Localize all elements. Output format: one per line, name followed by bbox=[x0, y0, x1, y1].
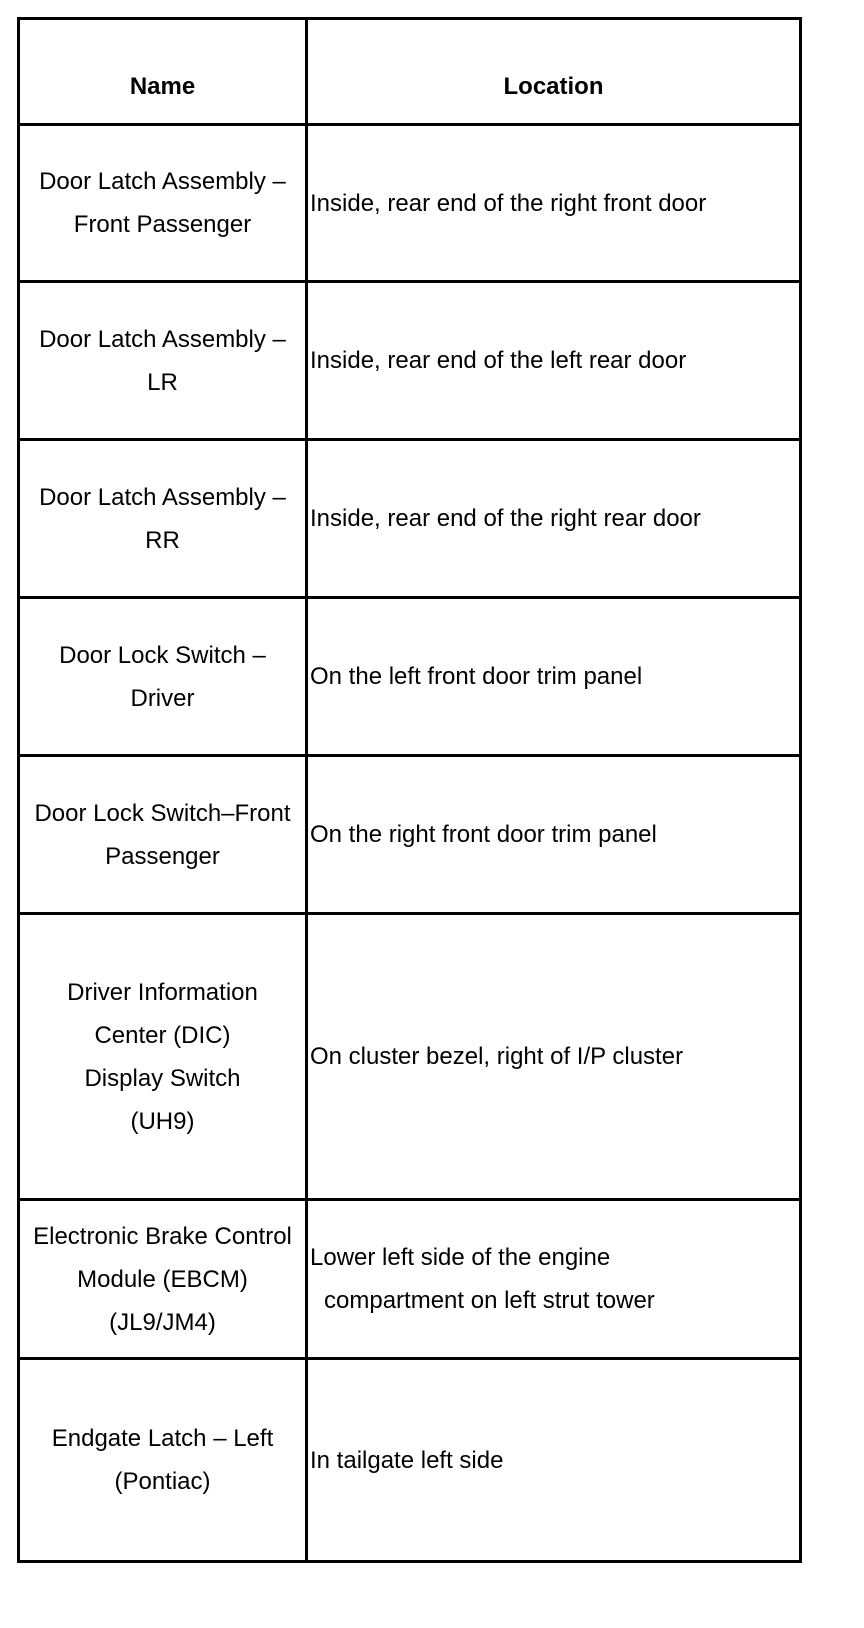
table-row bbox=[20, 283, 799, 441]
name-line: Electronic Brake Control bbox=[33, 1222, 292, 1250]
name-line: Endgate Latch – Left bbox=[51, 1425, 274, 1452]
location-line: On the right front door trim panel bbox=[310, 821, 657, 848]
header-location-label: Location bbox=[503, 73, 604, 100]
location-line: On cluster bezel, right of I/P cluster bbox=[310, 1043, 684, 1070]
header-location bbox=[308, 20, 799, 123]
name-line: Passenger bbox=[105, 842, 220, 870]
table-row bbox=[20, 126, 799, 283]
name-line: Driver Information bbox=[67, 978, 258, 1006]
table-row bbox=[20, 599, 799, 757]
name-cell bbox=[20, 915, 308, 1198]
location-cell bbox=[308, 915, 799, 1198]
name-line: Door Lock Switch–Front bbox=[34, 799, 291, 827]
location-cell bbox=[308, 126, 799, 280]
table-row bbox=[20, 1201, 799, 1360]
location-cell bbox=[308, 1201, 799, 1357]
table-row bbox=[20, 1360, 799, 1563]
name-line: (Pontiac) bbox=[114, 1468, 211, 1495]
table-header-row bbox=[20, 20, 799, 126]
name-line: Door Latch Assembly – bbox=[39, 168, 286, 195]
name-cell bbox=[20, 1201, 308, 1357]
location-cell bbox=[308, 599, 799, 754]
header-name bbox=[20, 20, 308, 123]
name-line: Door Latch Assembly – bbox=[39, 325, 286, 353]
table-row bbox=[20, 915, 799, 1201]
location-line: In tailgate left side bbox=[310, 1446, 504, 1474]
name-line: (UH9) bbox=[130, 1107, 195, 1135]
component-location-table bbox=[17, 17, 802, 1563]
name-line: Display Switch bbox=[84, 1064, 241, 1092]
location-line: Inside, rear end of the right front door bbox=[310, 189, 707, 217]
table-row bbox=[20, 757, 799, 915]
name-line: Front Passenger bbox=[73, 211, 252, 238]
location-line: On the left front door trim panel bbox=[310, 663, 643, 690]
name-line: LR bbox=[147, 368, 178, 396]
location-cell bbox=[308, 757, 799, 912]
location-cell bbox=[308, 1360, 799, 1560]
name-line: Center (DIC) bbox=[94, 1021, 231, 1049]
location-line: Inside, rear end of the left rear door bbox=[310, 347, 687, 374]
name-cell bbox=[20, 599, 308, 754]
name-cell bbox=[20, 757, 308, 912]
name-cell bbox=[20, 441, 308, 596]
location-line: compartment on left strut tower bbox=[324, 1287, 655, 1314]
header-name-label: Name bbox=[129, 73, 196, 100]
location-cell bbox=[308, 441, 799, 596]
name-line: (JL9/JM4) bbox=[109, 1308, 216, 1336]
location-line: Inside, rear end of the right rear door bbox=[310, 505, 701, 532]
name-line: RR bbox=[145, 526, 180, 554]
table-row bbox=[20, 441, 799, 599]
location-line: Lower left side of the engine bbox=[310, 1244, 611, 1271]
name-line: Door Lock Switch – bbox=[59, 641, 266, 669]
name-line: Door Latch Assembly – bbox=[39, 483, 286, 511]
name-line: Module (EBCM) bbox=[77, 1265, 248, 1293]
location-cell bbox=[308, 283, 799, 438]
name-line: Driver bbox=[130, 684, 195, 712]
name-cell bbox=[20, 126, 308, 280]
name-cell bbox=[20, 1360, 308, 1560]
name-cell bbox=[20, 283, 308, 438]
